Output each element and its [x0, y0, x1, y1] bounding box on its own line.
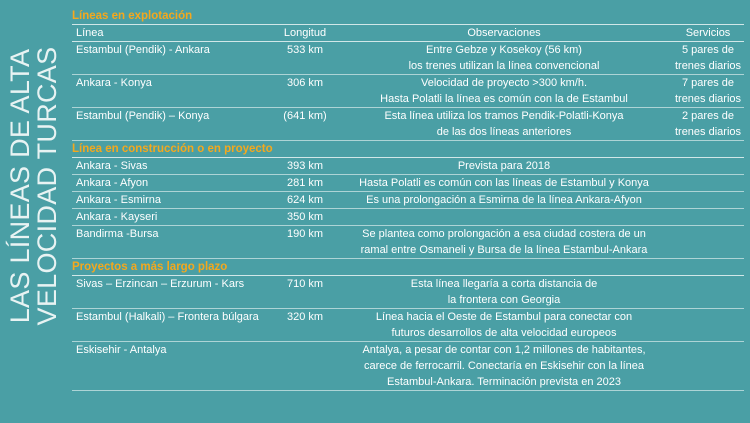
section-title-under-construction: Línea en construcción o en proyecto — [72, 141, 744, 158]
table-row — [72, 209, 744, 226]
table-row — [72, 342, 744, 391]
cell-notes: Es una prolongación a Esmirna de la línea Ankara-Afyon — [366, 194, 642, 206]
table-row — [72, 158, 744, 175]
cell-services — [672, 209, 744, 225]
cell-line: Ankara - Sivas — [76, 160, 148, 172]
side-title-line-1: LAS LÍNEAS DE ALTA — [5, 48, 35, 324]
cell-services — [672, 158, 744, 174]
cell-services — [672, 276, 744, 308]
table-row — [72, 309, 744, 342]
table-row — [72, 108, 744, 141]
header-services: Servicios — [685, 27, 731, 39]
cell-notes — [336, 209, 672, 225]
cell-services — [672, 192, 744, 208]
table-header — [72, 25, 744, 42]
header-notes: Observaciones — [467, 27, 541, 39]
table-row — [72, 42, 744, 75]
cell-services — [672, 175, 744, 191]
cell-length: 306 km — [286, 77, 324, 89]
cell-services: 5 pares de trenes diarios — [674, 44, 742, 72]
table-row — [72, 192, 744, 209]
cell-notes: Esta línea utiliza los tramos Pendik-Polatli-Konya de las dos líneas anteriores — [384, 110, 624, 138]
cell-line: Estambul (Halkali) – Frontera búlgara — [76, 311, 259, 323]
header-line: Línea — [76, 27, 104, 39]
cell-length: 320 km — [286, 311, 324, 323]
cell-line: Estambul (Pendik) - Ankara — [76, 44, 210, 56]
cell-notes: Hasta Polatli es común con las líneas de Estambul y Konya — [359, 177, 649, 189]
cell-line: Eskisehir - Antalya — [76, 344, 167, 356]
cell-notes: Velocidad de proyecto >300 km/h. Hasta Polatli la línea es común con la de Estambul — [380, 77, 628, 105]
cell-notes: Antalya, a pesar de contar con 1,2 millones de habitantes, carece de ferrocarril. Conectaría en Eskisehir con la línea Estambul-Ankara. Terminación prevista en 2023 — [362, 344, 646, 388]
cell-line: Ankara - Konya — [76, 77, 152, 89]
side-title-line-2: VELOCIDAD TURCAS — [32, 46, 62, 326]
cell-notes: Esta línea llegaría a corta distancia de la frontera con Georgia — [410, 278, 598, 306]
cell-notes: Se plantea como prolongación a esa ciudad costera de un ramal entre Osmaneli y Bursa de la línea Estambul-Ankara — [360, 228, 648, 256]
cell-length: 393 km — [286, 160, 324, 172]
cell-line: Sivas – Erzincan – Erzurum - Kars — [76, 278, 245, 290]
cell-length: 533 km — [286, 44, 324, 56]
cell-notes: Prevista para 2018 — [457, 160, 551, 172]
cell-length: 624 km — [286, 194, 324, 206]
cell-services — [672, 342, 744, 390]
cell-services: 7 pares de trenes diarios — [674, 77, 742, 105]
table-row — [72, 276, 744, 309]
side-title-text — [7, 47, 61, 326]
cell-services: 2 pares de trenes diarios — [674, 110, 742, 138]
cell-length: 710 km — [286, 278, 324, 290]
rail-lines-table — [72, 8, 744, 391]
cell-notes: Línea hacia el Oeste de Estambul para conectar con futuros desarrollos de alta velocidad europeos — [375, 311, 633, 339]
header-length: Longitud — [283, 27, 327, 39]
cell-line: Ankara - Kayseri — [76, 211, 158, 223]
cell-line: Bandirma -Bursa — [76, 228, 159, 240]
cell-length: (641 km) — [283, 110, 327, 122]
table-row — [72, 75, 744, 108]
cell-services — [672, 309, 744, 341]
cell-length: 190 km — [286, 228, 324, 240]
cell-line: Ankara - Afyon — [76, 177, 149, 189]
cell-length — [274, 342, 336, 390]
cell-length: 350 km — [286, 211, 324, 223]
cell-length: 281 km — [286, 177, 324, 189]
section-title-in-operation: Líneas en explotación — [72, 8, 744, 25]
cell-line: Estambul (Pendik) – Konya — [76, 110, 210, 122]
side-title — [0, 0, 68, 423]
cell-line: Ankara - Esmirna — [76, 194, 161, 206]
table-row — [72, 175, 744, 192]
cell-services — [672, 226, 744, 258]
section-title-long-term: Proyectos a más largo plazo — [72, 259, 744, 276]
cell-notes: Entre Gebze y Kosekoy (56 km) los trenes utilizan la línea convencional — [408, 44, 600, 72]
table-row — [72, 226, 744, 259]
